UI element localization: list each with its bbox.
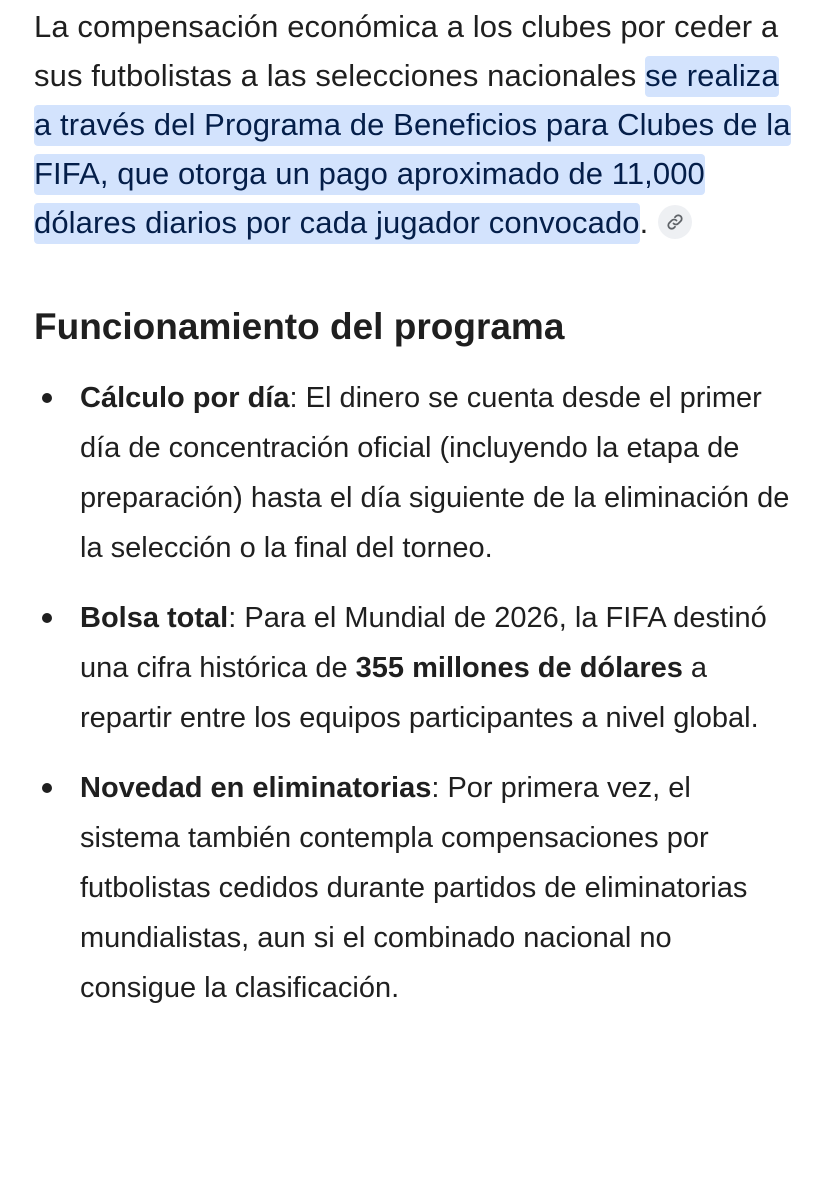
item-title: Bolsa total [80,602,229,634]
source-link-button[interactable] [658,205,692,239]
bullet-list [34,373,794,1013]
intro-period: . [639,205,649,240]
link-icon [666,213,684,231]
item-text: El dinero se cuenta desde el primer día de concentración oficial (incluyendo la etapa de preparación) hasta el día siguiente de la eliminación de la selección o la final del torneo. [80,382,790,564]
section-heading: Funcionamiento del programa [34,306,565,347]
response-content [34,0,794,1033]
intro-paragraph [34,0,794,247]
item-bold-amount: 355 millones de dólares [355,652,683,684]
bullet-dot [42,393,52,403]
intro-text: La compensación económica a los clubes por ceder a sus futbolistas a las selecciones nacionales [34,9,779,93]
list-item [34,373,794,573]
list-item [34,593,794,743]
item-separator: : [289,382,306,414]
item-text: Por primera vez, el sistema también contempla compensaciones por futbolistas cedidos durante partidos de eliminatorias mundialistas, aun si el combinado nacional no consigue la clasificación. [80,772,748,1004]
bullet-dot [42,783,52,793]
item-separator: : [431,772,448,804]
highlighted-answer[interactable]: se realiza a través del Programa de Beneficios para Clubes de la FIFA, que otorga un pago aproximado de 11,000 dólares diarios por cada jugador convocado [34,56,791,244]
item-text: a repartir entre los equipos participantes a nivel global. [80,652,759,734]
item-separator: : [228,602,245,634]
bullet-dot [42,613,52,623]
item-title: Novedad en eliminatorias [80,772,432,804]
list-item [34,763,794,1013]
item-text: Para el Mundial de 2026, la FIFA destinó una cifra histórica de [80,602,767,684]
item-title: Cálculo por día [80,382,290,414]
